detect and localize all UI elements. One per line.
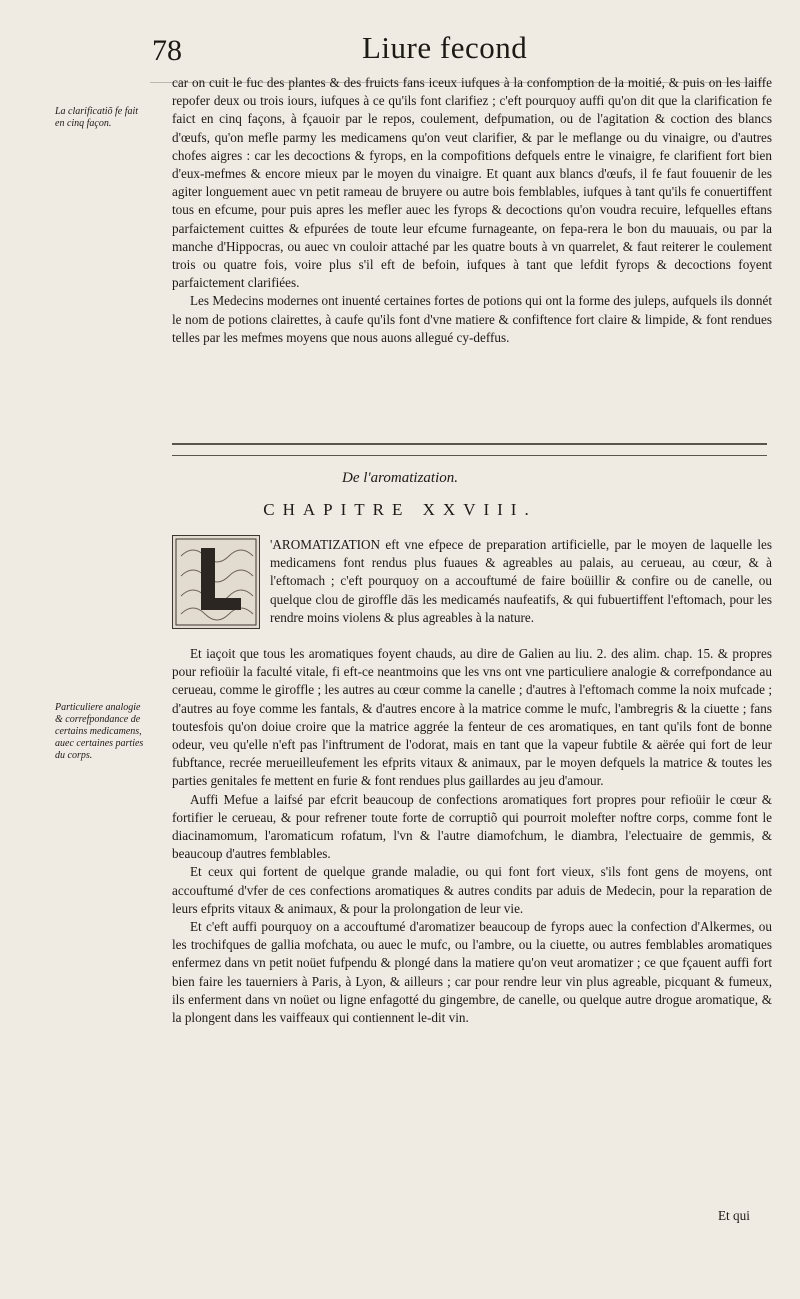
page-number: 78 bbox=[152, 34, 182, 67]
paragraph: car on cuit le fuc des plantes & des fruicts fans iceux iufques à la confomption de la moitié, & puis on les laiffe repofer deux ou trois iours, iufques à ce qu'ils font clarifiez ; c'eft pourquoy auffi qu'on dit que la clarification fe faict en cinq façons, à fçauoir par le repos, coulement, defpumation, ou de l'agitation & coction des blancs d'œufs, qu'on mefle parmy les medicamens qu'on veut clarifier, & par le meflange ou du vinaigre, ou d'autres chofes aigres : car les decoctions & fyrops, en la compofitions defquels entre le vinaigre, fe clarifient fort bien d'eux-mefmes & encore mieux par le moyen du vinaigre. Et quant aux blancs d'œufs, il fe faut fouuenir de les agiter longuement auec vn petit rameau de bruyere ou autre bois femblables, iufques à tant qu'ils fe conuertiffent tous en efcume, pour puis apres les mefler auec les fyrops & decoctions qu'on voudra recuire, lefquelles eftans parfaictement cuittes & efpurées de toute leur efcume furnageante, on fepa-rera le bon du mauuais, ou par la manche d'Hippocras, ou auec vn couloir attaché par les quatre bouts à vn quarrelet, & faut reiterer le coulement trois ou quatre fois, voire plus s'il eft de befoin, iufques à tant que lefdit fyrops & decoctions foyent parfaictement clarifiées. bbox=[172, 75, 772, 291]
decorated-initial-image bbox=[173, 536, 259, 628]
paragraph: Et c'eft auffi pourquoy on a accouftumé d'aromatizer beaucoup de fyrops auec la confection d'Alkermes, ou les trochifques de gallia mofchata, ou auec le mufc, ou l'ambre, ou la ciuette, ou autres femblables aromatiques enfermez dans vn petit noüet fufpendu & plongé dans la matiere qu'on veut aromatizer ; ce que fçauent auffi fort bien faire les tauerniers à Paris, à Lyon, & ailleurs ; car pour rendre leur vin plus agreable, picquant & fumeux, ils enferment dans vn noüet ou ligne enfagotté du gingembre, de canelle, ou quelque autre drogue aromatique, & la plongent dans les vaiffeaux qui contiennent le-dit vin. bbox=[172, 919, 772, 1026]
chapter-opening-text bbox=[270, 536, 772, 627]
section-title: De l'aromatization. bbox=[342, 470, 458, 486]
paragraph: Les Medecins modernes ont inuenté certaines fortes de potions qui ont la forme des juleps, aufquels ils donnét le nom de potions clairettes, à caufe qu'ils font d'vne matiere & confiftence fort claire & limpide, & font rendues telles par les mefmes moyens que nous auons allegué cy-deffus. bbox=[172, 293, 772, 345]
marginal-note-clarification: La clarificatiõ fe fait en cinq façon. bbox=[55, 106, 139, 129]
chapter-heading: CHAPITRE XXVIII. bbox=[263, 500, 537, 519]
paragraph: Auffi Mefue a laifsé par efcrit beaucoup de confections aromatiques fort propres pour refioüir le cœur & fortifier le cerueau, & pour refrener toute forte de corruptiõ qui pourroit molefter noftre corps, comme font le diacinamomum, l'aromaticum rofatum, l'vn & l'autre diamofchum, le diambra, l'electuaire de gemmis, & beaucoup d'autres femblables. bbox=[172, 791, 772, 862]
ornamental-divider bbox=[172, 443, 767, 456]
paragraph: Et ceux qui fortent de quelque grande maladie, ou qui font fort vieux, s'ils font gens de moyens, ont accouftumé d'vfer de ces confections aromatiques & autres condits par aduis de Medecin, pour la reparation de leurs efprits vitaux & animaux, & pour la prolongation de leur vie. bbox=[172, 864, 772, 916]
decorated-initial-l bbox=[172, 535, 260, 629]
text-block-top bbox=[172, 74, 772, 347]
catchword: Et qui bbox=[718, 1208, 750, 1223]
chapter-body-text bbox=[172, 645, 772, 1027]
running-title: Liure fecond bbox=[362, 30, 528, 65]
paragraph: Et iaçoit que tous les aromatiques foyent chauds, au dire de Galien au liu. 2. des alim. chap. 15. & propres pour refioüir la faculté vitale, fi eft-ce neantmoins que les vns ont vne particuliere analogie & correfpondance au cerueau, comme le giroffle ; les autres au cœur comme la canelle ; d'autres à l'eftomach comme la noix mufcade ; d'autres au foye comme les fantals, & d'autres encore à la matrice comme le mufc, l'ambregris & la ciuette ; fans toutesfois qu'on doiue croire que la matrice aggrée la fenteur de ces aromatiques, en tant qu'ils font de bonne odeur, veu qu'elle n'eft pas l'inftrument de l'odorat, mais en tant que la vapeur fubtile & aërée qui fort de leur fubftance, recrée merueilleufement les efprits vitaux & animaux, par le moyen defquels la matrice & toutes les parties genitales fe mettent en furie & font rendues plus gaillardes au jeu d'amour. bbox=[172, 646, 772, 789]
paragraph: 'AROMATIZATION eft vne efpece de preparation artificielle, par le moyen de laquelle les medicamens font rendus plus fuaues & agreables au palais, au cerueau, au cœur, & à l'eftomach ; c'eft pourquoy on a accouftumé de faire boüillir & confire ou de canelle, ou quelque clou de giroffle dās les medicamés naufeatifs, & qui fubuertiffent l'eftomach, pour les rendre moins violens & plus agreables à la nature. bbox=[270, 537, 772, 625]
marginal-note-analogy: Particuliere analogie & correfpondance de certains medicamens, auec certaines parties du corps. bbox=[55, 702, 144, 761]
page-header bbox=[0, 30, 800, 70]
